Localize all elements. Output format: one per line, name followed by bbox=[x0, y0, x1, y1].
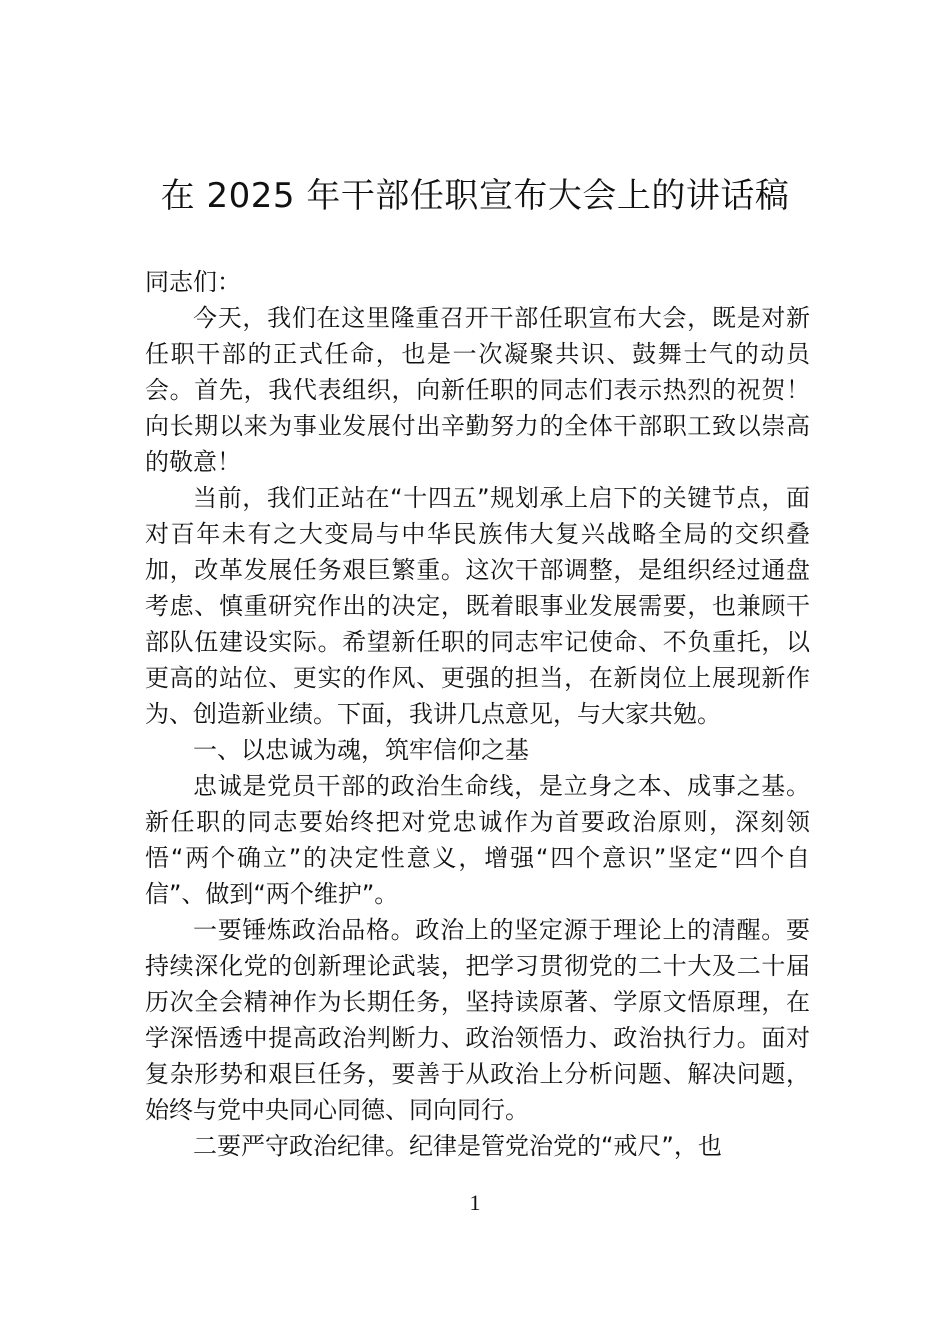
section-paragraph-1: 忠诚是党员干部的政治生命线，是立身之本、成事之基。新任职的同志要始终把对党忠诚作为首要政治原则，深刻领悟“两个确立”的决定性意义，增强“四个意识”坚定“四个自信”、做到“两个维护”。 bbox=[145, 772, 810, 908]
section-paragraph-2: 一要锤炼政治品格。政治上的坚定源于理论上的清醒。要持续深化党的创新理论武装，把学习贯彻党的二十大及二十届历次全会精神作为长期任务，坚持读原著、学原文悟原理，在学深悟透中提高政治判断力、政治领悟力、政治执行力。面对复杂形势和艰巨任务，要善于从政治上分析问题、解决问题，始终与党中央同心同德、同向同行。 bbox=[145, 916, 810, 1124]
body-paragraph-1: 今天，我们在这里隆重召开干部任职宣布大会，既是对新任职干部的正式任命，也是一次凝聚共识、鼓舞士气的动员会。首先，我代表组织，向新任职的同志们表示热烈的祝贺！向长期以来为事业发展付出辛勤努力的全体干部职工致以崇高的敬意！ bbox=[145, 304, 810, 476]
body-paragraph-2: 当前，我们正站在“十四五”规划承上启下的关键节点，面对百年未有之大变局与中华民族伟大复兴战略全局的交织叠加，改革发展任务艰巨繁重。这次干部调整，是组织经过通盘考虑、慎重研究作出的决定，既着眼事业发展需要，也兼顾干部队伍建设实际。希望新任职的同志牢记使命、不负重托，以更高的站位、更实的作风、更强的担当，在新岗位上展现新作为、创造新业绩。下面，我讲几点意见，与大家共勉。 bbox=[145, 484, 810, 728]
document-title: 在 2025 年干部任职宣布大会上的讲话稿 bbox=[160, 176, 790, 216]
section-paragraph-3: 二要严守政治纪律。纪律是管党治党的“戒尺”，也 bbox=[193, 1132, 722, 1160]
salutation: 同志们： bbox=[145, 268, 241, 296]
document-body bbox=[145, 264, 810, 1164]
section-heading: 一、以忠诚为魂，筑牢信仰之基 bbox=[193, 736, 529, 764]
page-number: 1 bbox=[469, 1190, 481, 1215]
